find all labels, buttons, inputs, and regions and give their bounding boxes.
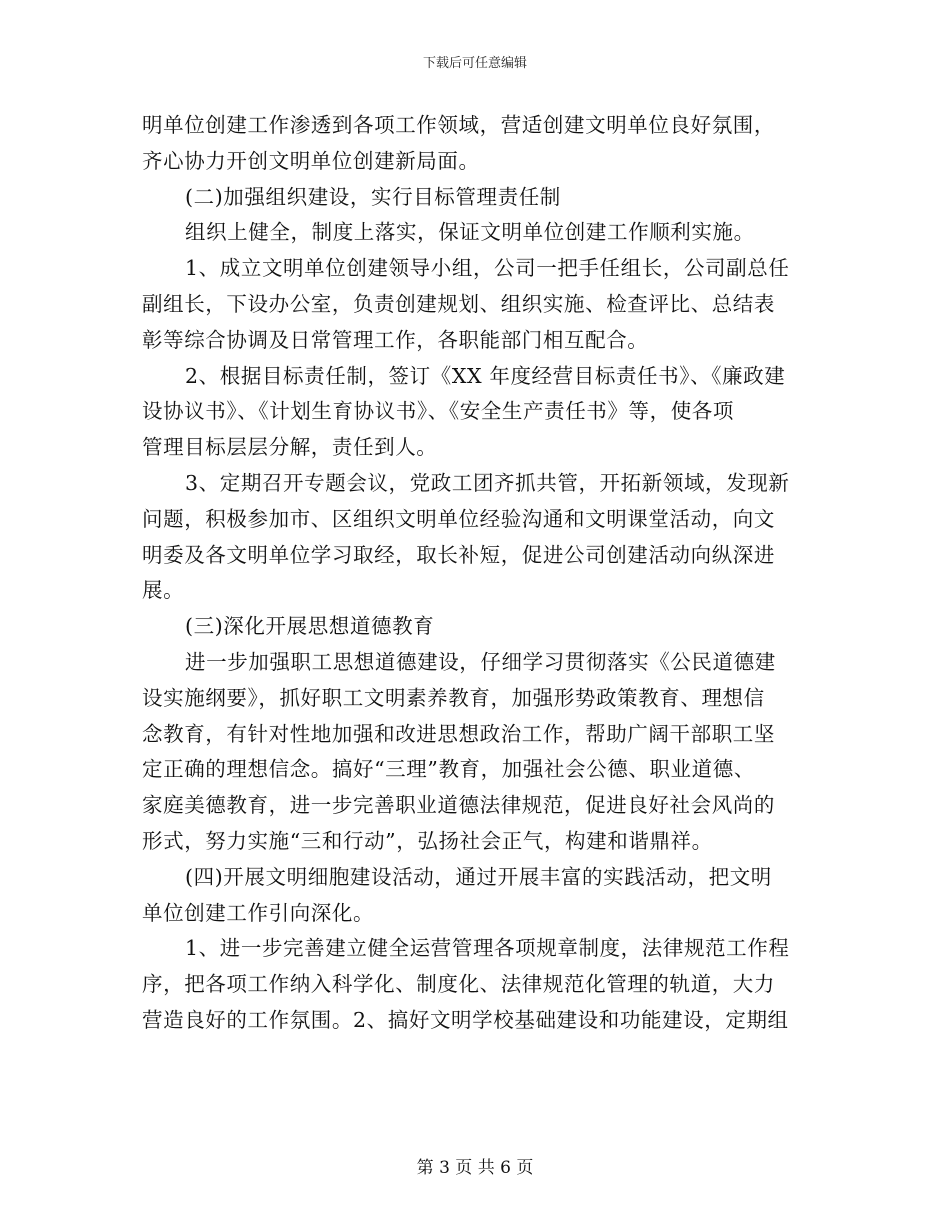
text-line: 管理目标层层分解，责任到人。 (142, 435, 438, 460)
text-line: 进一步加强职工思想道德建设，仔细学习贯彻落实《公民道德建 (185, 649, 776, 674)
text-line: 明委及各文明单位学习取经，取长补短，促进公司创建活动向纵深进 (142, 542, 775, 567)
text-line: 念教育，有针对性地加强和改进思想政治工作，帮助广阔干部职工坚 (142, 721, 775, 746)
text-line: 组织上健全，制度上落实，保证文明单位创建工作顺利实施。 (185, 220, 755, 245)
text-line: (二)加强组织建设，实行目标管理责任制 (185, 184, 561, 209)
text-line: 家庭美德教育，进一步完善职业道德法律规范，促进良好社会风尚的 (142, 793, 775, 818)
text-line: 营造良好的工作氛围。2、搞好文明学校基础建设和功能建设，定期组 (142, 1007, 789, 1032)
text-line: 展。 (142, 578, 185, 603)
text-line: 彰等综合协调及日常管理工作，各职能部门相互配合。 (142, 327, 649, 352)
text-line: 3、定期召开专题会议，党政工团齐抓共管，开拓新领域，发现新 (185, 470, 790, 495)
text-line: 1、成立文明单位创建领导小组，公司一把手任组长，公司副总任 (185, 256, 790, 281)
text-line: (三)深化开展思想道德教育 (185, 614, 435, 639)
text-line: 1、进一步完善建立健全运营管理各项规章制度，法律规范工作程 (185, 936, 790, 961)
text-line: 问题，积极参加市、区组织文明单位经验沟通和文明课堂活动，向文 (142, 506, 775, 531)
document-body (142, 108, 812, 1039)
page-footer: 第 3 页 共 6 页 (416, 1158, 534, 1178)
text-line: 副组长，下设办公室，负责创建规划、组织实施、检查评比、总结表 (142, 291, 775, 316)
text-line: 序，把各项工作纳入科学化、制度化、法律规范化管理的轨道，大力 (142, 972, 775, 997)
text-line: (四)开展文明细胞建设活动，通过开展丰富的实践活动，把文明 (185, 864, 772, 889)
text-line: 齐心协力开创文明单位创建新局面。 (142, 148, 480, 173)
page-header: 下载后可任意编辑 (422, 56, 527, 71)
text-line: 设实施纲要》，抓好职工文明素养教育，加强形势政策教育、理想信 (142, 685, 765, 710)
text-line: 单位创建工作引向深化。 (142, 900, 375, 925)
text-line: 设协议书》、《计划生育协议书》、《安全生产责任书》等，使各项 (142, 399, 734, 424)
text-line: 定正确的理想信念。搞好“三理”教育，加强社会公德、职业道德、 (142, 757, 755, 782)
text-line: 明单位创建工作渗透到各项工作领域，营适创建文明单位良好氛围， (142, 113, 775, 137)
text-line: 形式，努力实施“三和行动”，弘扬社会正气，构建和谐鼎祥。 (142, 828, 713, 853)
text-line: 2、根据目标责任制，签订《XX 年度经营目标责任书》、《廉政建 (185, 363, 786, 388)
